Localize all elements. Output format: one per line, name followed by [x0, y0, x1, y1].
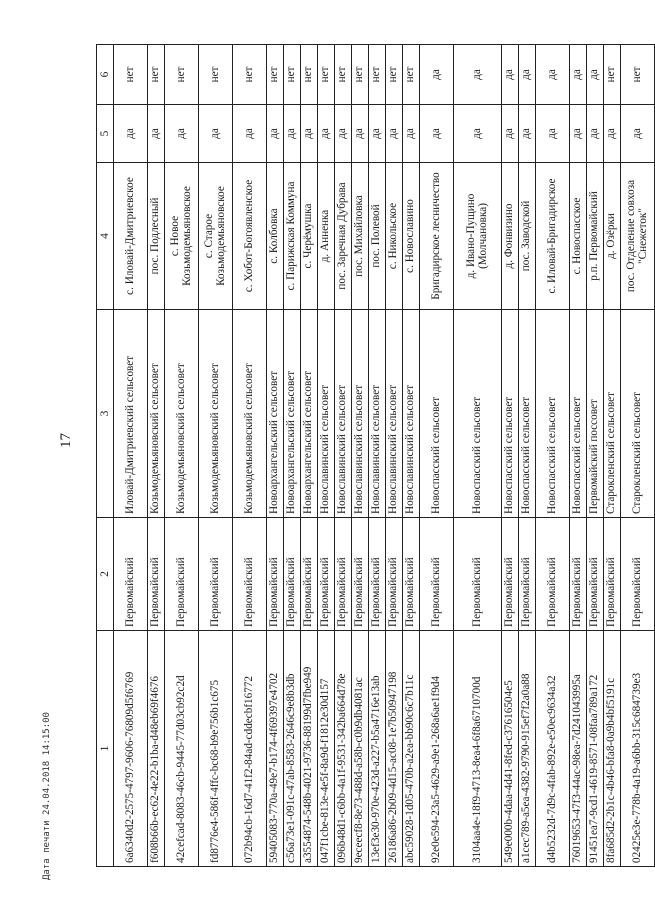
- district-cell: Первомайский: [114, 518, 148, 631]
- settlement-cell: с. Никольское: [386, 163, 403, 310]
- col5-cell: да: [301, 105, 318, 163]
- col5-cell: да: [604, 105, 621, 163]
- table-row: [352, 45, 369, 867]
- council-cell: Новоспасский сельсовет: [536, 310, 570, 518]
- settlement-cell: пос. Отделение совхоза "Снежеток": [621, 163, 655, 310]
- district-cell: Первомайский: [570, 518, 587, 631]
- col6-cell: нет: [352, 45, 369, 105]
- table-row: [386, 45, 403, 867]
- council-cell: Первомайский поссовет: [587, 310, 604, 518]
- council-cell: Новославинский сельсовет: [386, 310, 403, 518]
- table-row: [536, 45, 570, 867]
- settlement-cell: д. Анненка: [318, 163, 335, 310]
- col5-cell: да: [114, 105, 148, 163]
- table-row: [233, 45, 267, 867]
- id-cell: 072b94cb-16d7-41f2-84ad-cddecbf16772: [233, 631, 267, 867]
- col6-cell: нет: [386, 45, 403, 105]
- column-header: 1: [97, 631, 114, 867]
- page-number: 17: [58, 433, 74, 448]
- col6-cell: нет: [199, 45, 233, 105]
- council-cell: Новоспасский сельсовет: [519, 310, 536, 518]
- col5-cell: да: [352, 105, 369, 163]
- settlement-cell: с. Парижская Коммуна: [284, 163, 301, 310]
- district-cell: Первомайский: [301, 518, 318, 631]
- table-row: [148, 45, 165, 867]
- col6-cell: нет: [233, 45, 267, 105]
- district-cell: Первомайский: [318, 518, 335, 631]
- col6-cell: нет: [284, 45, 301, 105]
- col5-cell: да: [587, 105, 604, 163]
- col6-cell: нет: [335, 45, 352, 105]
- column-header: 4: [97, 163, 114, 310]
- col5-cell: да: [369, 105, 386, 163]
- council-cell: Новославинский сельсовет: [403, 310, 420, 518]
- id-cell: 6a6340d2-2575-4797-9606-76809d5f6769: [114, 631, 148, 867]
- id-cell: 8fa685d2-2b1c-4b46-bfa8-0a9b4bf5191c: [604, 631, 621, 867]
- district-cell: Первомайский: [519, 518, 536, 631]
- id-cell: 92e0e594-23a5-4629-a9e1-268a6ae1f9d4: [420, 631, 454, 867]
- council-cell: Новоспасский сельсовет: [420, 310, 454, 518]
- settlement-cell: пос. Заречная Дубрава: [335, 163, 352, 310]
- district-cell: Первомайский: [369, 518, 386, 631]
- table-row: [587, 45, 604, 867]
- id-cell: 59405083-770a-49e7-b174-4f69397e4702: [267, 631, 284, 867]
- settlement-cell: д. Ивано-Пущино (Молчановка): [454, 163, 502, 310]
- table-row: [335, 45, 352, 867]
- col6-cell: да: [570, 45, 587, 105]
- print-date-footer: Дата печати 24.04.2018 14:15:00: [42, 712, 52, 880]
- council-cell: Козьмодемьяновский сельсовет: [233, 310, 267, 518]
- col5-cell: да: [621, 105, 655, 163]
- id-cell: 91451ea7-9cd1-4619-8571-08faa789a172: [587, 631, 604, 867]
- settlement-cell: с. Хобот-Богоявленское: [233, 163, 267, 310]
- council-cell: Старокленский сельсовет: [621, 310, 655, 518]
- settlement-cell: д. Озёрки: [604, 163, 621, 310]
- district-cell: Первомайский: [621, 518, 655, 631]
- council-cell: Новоспасский сельсовет: [502, 310, 519, 518]
- col5-cell: да: [570, 105, 587, 163]
- council-cell: Новоархангельский сельсовет: [267, 310, 284, 518]
- settlement-cell: Бригадирское лесничество: [420, 163, 454, 310]
- settlement-cell: с. Колбовка: [267, 163, 284, 310]
- col6-cell: да: [587, 45, 604, 105]
- settlements-table-container: [96, 45, 649, 867]
- district-cell: Первомайский: [604, 518, 621, 631]
- council-cell: Новоспасский сельсовет: [570, 310, 587, 518]
- col6-cell: нет: [403, 45, 420, 105]
- id-cell: 76019653-47f3-44ac-98ea-7d241043995a: [570, 631, 587, 867]
- settlement-cell: с. Иловай-Бригадирское: [536, 163, 570, 310]
- id-cell: c56a73e1-091c-47ab-8583-2646c9e8b3db: [284, 631, 301, 867]
- table-row: [570, 45, 587, 867]
- settlement-cell: пос. Заводской: [519, 163, 536, 310]
- table-row: [604, 45, 621, 867]
- council-cell: Козьмодемьяновский сельсовет: [148, 310, 165, 518]
- id-cell: abc59028-1d05-470b-a2ea-bb90c6c7b11c: [403, 631, 420, 867]
- district-cell: Первомайский: [587, 518, 604, 631]
- col6-cell: нет: [267, 45, 284, 105]
- id-cell: 047f1cbe-813e-4e5f-8a9d-f1812e30d157: [318, 631, 335, 867]
- council-cell: Новославинский сельсовет: [369, 310, 386, 518]
- column-header: 3: [97, 310, 114, 518]
- district-cell: Первомайский: [284, 518, 301, 631]
- col5-cell: да: [502, 105, 519, 163]
- col6-cell: нет: [114, 45, 148, 105]
- col6-cell: нет: [369, 45, 386, 105]
- col5-cell: да: [420, 105, 454, 163]
- district-cell: Первомайский: [420, 518, 454, 631]
- col5-cell: да: [318, 105, 335, 163]
- council-cell: Иловай-Дмитриевский сельсовет: [114, 310, 148, 518]
- table-row: [318, 45, 335, 867]
- col6-cell: нет: [148, 45, 165, 105]
- council-cell: Козьмодемьяновский сельсовет: [199, 310, 233, 518]
- id-cell: 02425e3e-778b-4a19-a6bb-315c684739e3: [621, 631, 655, 867]
- table-row: [301, 45, 318, 867]
- table-row: [114, 45, 148, 867]
- col5-cell: да: [335, 105, 352, 163]
- col6-cell: нет: [301, 45, 318, 105]
- col5-cell: да: [519, 105, 536, 163]
- district-cell: Первомайский: [233, 518, 267, 631]
- council-cell: Новоархангельский сельсовет: [301, 310, 318, 518]
- column-header: 2: [97, 518, 114, 631]
- col5-cell: да: [233, 105, 267, 163]
- table-row: [267, 45, 284, 867]
- council-cell: Старокленский сельсовет: [604, 310, 621, 518]
- table-row: [403, 45, 420, 867]
- district-cell: Первомайский: [386, 518, 403, 631]
- table-row: [199, 45, 233, 867]
- col5-cell: да: [199, 105, 233, 163]
- column-header: 6: [97, 45, 114, 105]
- col6-cell: да: [519, 45, 536, 105]
- council-cell: Новоархангельский сельсовет: [284, 310, 301, 518]
- district-cell: Первомайский: [165, 518, 199, 631]
- col5-cell: да: [403, 105, 420, 163]
- settlement-cell: пос. Михайловка: [352, 163, 369, 310]
- settlement-cell: с. Черёмушка: [301, 163, 318, 310]
- settlement-cell: с. Новоспасское: [570, 163, 587, 310]
- id-cell: 096b48d1-c6bb-4a1f-9531-342ba664d78e: [335, 631, 352, 867]
- district-cell: Первомайский: [148, 518, 165, 631]
- district-cell: Первомайский: [502, 518, 519, 631]
- col6-cell: нет: [165, 45, 199, 105]
- council-cell: Новославинский сельсовет: [352, 310, 369, 518]
- district-cell: Первомайский: [352, 518, 369, 631]
- council-cell: Козьмодемьяновский сельсовет: [165, 310, 199, 518]
- table-row: [454, 45, 502, 867]
- col6-cell: да: [420, 45, 454, 105]
- district-cell: Первомайский: [199, 518, 233, 631]
- settlement-cell: пос. Полевой: [369, 163, 386, 310]
- district-cell: Первомайский: [536, 518, 570, 631]
- council-cell: Новославинский сельсовет: [318, 310, 335, 518]
- settlement-cell: с. Иловай-Дмитриевское: [114, 163, 148, 310]
- table-row: [621, 45, 655, 867]
- id-cell: d4b5232d-7d9c-4fab-892e-e50ec9634a32: [536, 631, 570, 867]
- district-cell: Первомайский: [267, 518, 284, 631]
- id-cell: 42cefcad-8083-46cb-9445-77d03cb92c2d: [165, 631, 199, 867]
- settlement-cell: с. Новославино: [403, 163, 420, 310]
- table-row: [165, 45, 199, 867]
- district-cell: Первомайский: [454, 518, 502, 631]
- settlement-cell: р.п. Первомайский: [587, 163, 604, 310]
- settlements-table: [96, 44, 655, 867]
- table-body: [114, 45, 655, 867]
- district-cell: Первомайский: [403, 518, 420, 631]
- id-cell: 13ef3e30-970e-423d-a227-b5a4716e13ab: [369, 631, 386, 867]
- col5-cell: да: [536, 105, 570, 163]
- council-cell: Новоспасский сельсовет: [454, 310, 502, 518]
- table-row: [519, 45, 536, 867]
- table-row: [420, 45, 454, 867]
- col5-cell: да: [284, 105, 301, 163]
- district-cell: Первомайский: [335, 518, 352, 631]
- col6-cell: да: [502, 45, 519, 105]
- col5-cell: да: [267, 105, 284, 163]
- col6-cell: нет: [621, 45, 655, 105]
- settlement-cell: пос. Подлесный: [148, 163, 165, 310]
- id-cell: 549e000b-4daa-4d41-8fed-c37616504e5: [502, 631, 519, 867]
- id-cell: 3104aa4e-18f9-4713-8ea4-6f8a6710700d: [454, 631, 502, 867]
- col5-cell: да: [148, 105, 165, 163]
- table-row: [502, 45, 519, 867]
- col6-cell: нет: [604, 45, 621, 105]
- id-cell: a3554874-548b-4021-9736-88199d7fbe949: [301, 631, 318, 867]
- id-cell: 9eceecf8-8e73-488d-a58b-c0b9db4081ac: [352, 631, 369, 867]
- col5-cell: да: [165, 105, 199, 163]
- col5-cell: да: [386, 105, 403, 163]
- col6-cell: нет: [318, 45, 335, 105]
- table-row: [284, 45, 301, 867]
- settlement-cell: д. Фонвизино: [502, 163, 519, 310]
- col6-cell: да: [536, 45, 570, 105]
- col6-cell: да: [454, 45, 502, 105]
- id-cell: fd8776e4-586f-4ffc-bc68-b9e756b1c675: [199, 631, 233, 867]
- table-row: [369, 45, 386, 867]
- settlement-cell: с. Старое Козьмодемьяновское: [199, 163, 233, 310]
- id-cell: 26186a86-2b09-4d15-ac08-1e7b50947198: [386, 631, 403, 867]
- settlement-cell: с. Новое Козьмодемьяновское: [165, 163, 199, 310]
- council-cell: Новославинский сельсовет: [335, 310, 352, 518]
- column-header: 5: [97, 105, 114, 163]
- id-cell: f608b66b-ec62-4e22-b1ba-d48eb69f4676: [148, 631, 165, 867]
- col5-cell: да: [454, 105, 502, 163]
- header-row: [97, 45, 114, 867]
- id-cell: a1cec789-a5ea-4382-9790-915ef7f2a0a88: [519, 631, 536, 867]
